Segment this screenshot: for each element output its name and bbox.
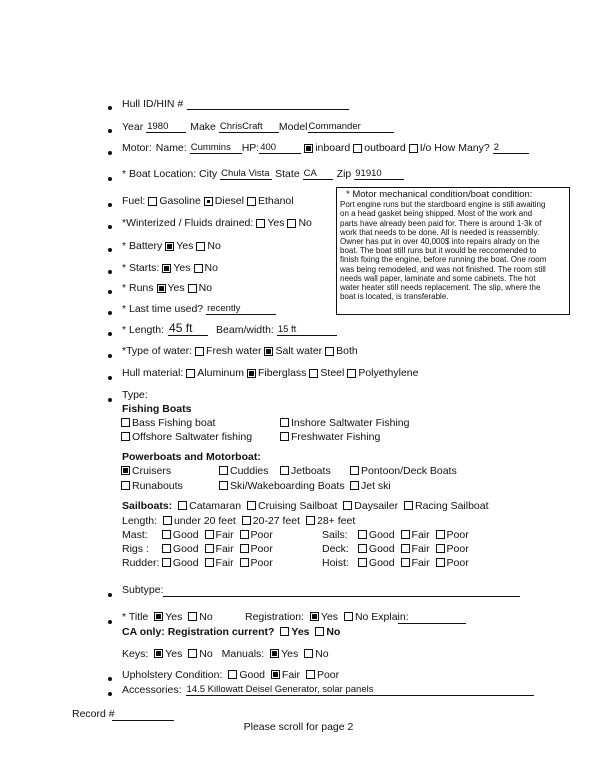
runs-no-label: No [198,282,213,294]
rigs-good-checkbox[interactable] [162,544,171,553]
good-label: Good [172,557,199,569]
bullet [108,106,112,110]
location-label: * Boat Location: City [122,168,218,180]
bullet [108,692,112,696]
fair-label: Fair [411,557,430,569]
fair-label: Fair [215,543,234,555]
last-used-label: * Last time used? [122,303,204,315]
hoist-good-checkbox[interactable] [358,558,367,567]
condition-notes-box[interactable] [336,187,570,315]
motor-label: Motor: [122,142,152,154]
diesel-checkbox[interactable] [204,197,213,206]
ca-yes-checkbox[interactable] [280,627,289,636]
both-water-checkbox[interactable] [325,347,334,356]
bullet [108,593,112,597]
winterized-yes-checkbox[interactable] [256,219,265,228]
upholstery-fair-label: Fair [281,669,301,681]
deck-poor-checkbox[interactable] [436,544,445,553]
rigs-row [122,543,273,555]
accessories-field[interactable]: 14.5 Killowatt Deisel Generator, solar panels [186,684,534,696]
water-label: *Type of water: [122,345,193,357]
zip-label: Zip [336,168,352,180]
aluminum-checkbox[interactable] [186,369,195,378]
title-row [122,611,213,623]
fuel-label: Fuel: [122,195,146,207]
title-no-label: No [199,611,213,623]
fair-label: Fair [215,557,234,569]
poor-label: Poor [446,543,469,555]
manuals-yes-checkbox[interactable] [270,649,279,658]
note-line: boat is located, is transferable. [340,292,449,302]
cruisers-label: Cruisers [132,465,172,477]
battery-yes-label: Yes [176,240,194,252]
inshore-label: Inshore Saltwater Fishing [291,417,410,429]
sail-length-row [122,515,355,527]
motor-row [122,142,529,154]
bullet [108,225,112,229]
battery-no-checkbox[interactable] [196,242,205,251]
offshore-option[interactable] [118,431,252,443]
sails-row [322,529,469,541]
cuddies-label: Cuddies [230,465,269,477]
hoist-label: Hoist: [322,557,349,569]
motor-name-field[interactable]: Cummins [190,142,242,154]
bullet [108,376,112,380]
28-plus-label: 28+ feet [317,515,356,527]
make-field[interactable]: ChrisCraft [219,121,279,133]
manuals-no-label: No [315,648,329,660]
fresh-water-checkbox[interactable] [195,347,204,356]
mast-label: Mast: [122,529,148,541]
title-yes-checkbox[interactable] [154,612,163,621]
note-line: parts have already been paid for. There is around 1-3k of [340,218,542,228]
make-label: Make [190,121,216,133]
keys-row [122,648,329,660]
note-line: on a head gasket being shipped. Most of the work and [340,209,533,219]
poor-label: Poor [250,557,273,569]
sailboats-heading: Sailboats: [122,500,173,512]
ca-registration-row [122,626,340,638]
title-yes-label: Yes [165,611,183,623]
location-row [122,168,404,180]
condition-notes-title: * Motor mechanical condition/boat condition: [346,189,533,200]
fair-label: Fair [215,529,234,541]
good-label: Good [368,557,395,569]
under-20-checkbox[interactable] [163,516,172,525]
ca-no-checkbox[interactable] [315,627,324,636]
starts-no-label: No [204,262,218,274]
poor-label: Poor [250,529,273,541]
type-label: Type: [122,389,148,401]
winterized-row [122,217,312,229]
bass-checkbox[interactable] [121,418,130,427]
20-27-label: 20-27 feet [252,515,301,527]
note-line: was being remodeled, and was not finished. The room still [340,264,546,274]
upholstery-poor-checkbox[interactable] [306,670,315,679]
ski-option[interactable] [216,480,345,492]
accessories-label: Accessories: [122,684,182,696]
hull-material-label: Hull material: [122,367,184,379]
steel-label: Steel [320,367,345,379]
io-checkbox[interactable] [409,144,418,153]
inboard-checkbox[interactable] [304,144,313,153]
length-field[interactable]: 45 ft [168,322,208,336]
winterized-no-label: No [298,217,312,229]
runs-no-checkbox[interactable] [188,284,197,293]
hull-material-row [122,367,418,379]
manuals-no-checkbox[interactable] [304,649,313,658]
inshore-checkbox[interactable] [280,418,289,427]
battery-row [122,240,221,252]
28-plus-checkbox[interactable] [306,516,315,525]
keys-no-label: No [199,648,213,660]
keys-yes-label: Yes [165,648,183,660]
title-label: * Title [122,611,149,623]
note-line: work that needs to be done. All is needed is reassembly. [340,227,540,237]
deck-row [322,543,469,555]
model-label: Model [278,121,308,133]
note-line: Owner has put in over 40,000$ into repairs alrady on the [340,237,540,247]
model-field[interactable]: Commander [308,121,394,133]
manuals-yes-label: Yes [281,648,299,660]
poor-label: Poor [446,557,469,569]
good-label: Good [172,529,199,541]
deck-label: Deck: [322,543,349,555]
subtype-label: Subtype: [122,584,164,596]
diesel-label: Diesel [214,195,244,207]
water-row [122,345,358,357]
salt-water-label: Salt water [275,345,323,357]
last-used-row [122,303,276,315]
fresh-water-label: Fresh water [206,345,262,357]
powerboats-heading: Powerboats and Motorboat: [122,451,261,463]
good-label: Good [172,543,199,555]
registration-yes-label: Yes [320,611,339,623]
both-water-label: Both [336,345,358,357]
hull-row [122,98,349,110]
daysailer-label: Daysailer [354,500,399,512]
cuddies-checkbox[interactable] [219,466,228,475]
jetboats-checkbox[interactable] [280,466,289,475]
mast-fair-checkbox[interactable] [205,530,214,539]
cruising-sailboat-checkbox[interactable] [247,501,256,510]
starts-yes-checkbox[interactable] [162,264,171,273]
io-label: I/o How Many? [419,142,490,154]
note-line: Port engine runs but the stardboard engine is still awaiting [340,200,546,210]
freshwater-option[interactable] [277,431,380,443]
upholstery-row [122,669,339,681]
cuddies-option[interactable] [216,465,269,477]
bullet [108,677,112,681]
jetski-label: Jet ski [361,480,391,492]
year-field[interactable]: 1980 [146,121,186,133]
good-label: Good [368,529,395,541]
starts-no-checkbox[interactable] [194,264,203,273]
hp-field[interactable]: 400 [259,142,301,154]
hp-label: HP: [241,142,260,154]
bullet [108,354,112,358]
mast-good-checkbox[interactable] [162,530,171,539]
zip-field[interactable]: 91910 [354,168,404,180]
starts-label: * Starts: [122,262,160,274]
catamaran-label: Catamaran [189,500,242,512]
inshore-option[interactable] [277,417,409,429]
bass-label: Bass Fishing boat [132,417,216,429]
ski-label: Ski/Wakeboarding Boats [230,480,345,492]
pontoon-label: Pontoon/Deck Boats [361,465,457,477]
cruising-sailboat-label: Cruising Sailboat [257,500,338,512]
registration-no-label: No Explain: [354,611,409,623]
note-line: water heater still needs replacement. The slip, where the [340,283,541,293]
rigs-poor-checkbox[interactable] [240,544,249,553]
manuals-label: Manuals: [221,648,265,660]
motor-count-field[interactable]: 2 [493,142,529,154]
upholstery-good-checkbox[interactable] [228,670,237,679]
jetski-option[interactable] [347,480,391,492]
cruisers-checkbox[interactable] [121,466,130,475]
salt-water-checkbox[interactable] [264,347,273,356]
sails-fair-checkbox[interactable] [401,530,410,539]
runs-row [122,282,212,294]
cruisers-option[interactable] [118,465,171,477]
bullet [108,203,112,207]
fiberglass-checkbox[interactable] [247,369,256,378]
winterized-yes-label: Yes [267,217,285,229]
hoist-poor-checkbox[interactable] [436,558,445,567]
outboard-checkbox[interactable] [353,144,362,153]
subtype-field[interactable] [163,596,520,597]
bullet [108,270,112,274]
registration-yes-checkbox[interactable] [310,612,319,621]
fair-label: Fair [411,529,430,541]
fair-label: Fair [411,543,430,555]
freshwater-label: Freshwater Fishing [291,431,381,443]
polyethylene-label: Polyethylene [358,367,419,379]
deck-good-checkbox[interactable] [358,544,367,553]
bullet [108,290,112,294]
winterized-no-checkbox[interactable] [287,219,296,228]
ca-registration-label: CA only: Registration current? [122,626,275,638]
runabouts-checkbox[interactable] [121,481,130,490]
polyethylene-checkbox[interactable] [347,369,356,378]
keys-yes-checkbox[interactable] [154,649,163,658]
pontoon-checkbox[interactable] [350,466,359,475]
poor-label: Poor [250,543,273,555]
bullet [108,332,112,336]
note-line: needs wall paper, laminate and some cabinets. The hot [340,273,536,283]
steel-checkbox[interactable] [309,369,318,378]
length-row [122,322,337,336]
registration-no-checkbox[interactable] [344,612,353,621]
gasoline-checkbox[interactable] [148,197,157,206]
registration-row [245,611,409,623]
bullet [108,129,112,133]
20-27-checkbox[interactable] [242,516,251,525]
jetski-checkbox[interactable] [350,481,359,490]
sail-length-label: Length: [122,515,158,527]
note-line: boat. The boat still runs but it would be reccomended to [340,246,537,256]
state-label: State [275,168,300,180]
year-row [122,121,394,133]
record-label: Record # [72,708,115,720]
upholstery-fair-checkbox[interactable] [271,670,280,679]
accessories-row [122,684,534,696]
good-label: Good [368,543,395,555]
ethanol-checkbox[interactable] [247,197,256,206]
deck-fair-checkbox[interactable] [401,544,410,553]
offshore-checkbox[interactable] [121,432,130,441]
city-field[interactable]: Chula Vista [220,168,272,180]
rigs-fair-checkbox[interactable] [205,544,214,553]
mast-poor-checkbox[interactable] [240,530,249,539]
year-label: Year [122,121,144,133]
upholstery-label: Upholstery Condition: [122,669,223,681]
ski-checkbox[interactable] [219,481,228,490]
rudder-label: Rudder: [122,557,160,569]
starts-row [122,262,218,274]
bass-option[interactable] [118,417,215,429]
registration-explain-field[interactable] [398,623,466,624]
sails-poor-checkbox[interactable] [436,530,445,539]
pontoon-option[interactable] [347,465,457,477]
bullet [108,177,112,181]
fuel-row [122,195,294,207]
daysailer-checkbox[interactable] [343,501,352,510]
hull-label: Hull ID/HIN # [122,98,184,110]
ethanol-label: Ethanol [257,195,294,207]
starts-yes-label: Yes [173,262,191,274]
battery-no-label: No [207,240,221,252]
outboard-label: outboard [364,142,406,154]
keys-label: Keys: [122,648,149,660]
sails-good-checkbox[interactable] [358,530,367,539]
footer-note: Please scroll for page 2 [243,721,354,733]
battery-yes-checkbox[interactable] [165,242,174,251]
bullet [108,248,112,252]
fishing-heading: Fishing Boats [122,403,192,415]
last-used-field[interactable]: recently [206,303,276,315]
runabouts-option[interactable] [118,480,183,492]
freshwater-checkbox[interactable] [280,432,289,441]
registration-label: Registration: [245,611,304,623]
mast-row [122,529,273,541]
ca-yes-label: Yes [291,626,310,638]
gasoline-label: Gasoline [159,195,201,207]
motor-name-label: Name: [155,142,187,154]
keys-no-checkbox[interactable] [188,649,197,658]
rigs-label: Rigs : [122,543,149,555]
upholstery-poor-label: Poor [316,669,340,681]
bullet [108,311,112,315]
inboard-label: inboard [315,142,351,154]
beam-field[interactable]: 15 ft [277,324,337,336]
note-line: finish fixing the engine, before running the boat. One room [340,255,547,265]
racing-sailboat-checkbox[interactable] [404,501,413,510]
bullet [108,620,112,624]
jetboats-label: Jetboats [291,465,331,477]
catamaran-checkbox[interactable] [178,501,187,510]
beam-label: Beam/width: [216,324,274,336]
ca-no-label: No [326,626,341,638]
aluminum-label: Aluminum [197,367,244,379]
runabouts-label: Runabouts [132,480,183,492]
under-20-label: under 20 feet [173,515,236,527]
sailboats-row [122,500,489,512]
winterized-label: *Winterized / Fluids drained: [122,217,254,229]
hull-field[interactable] [187,98,349,110]
runs-yes-label: Yes [167,282,185,294]
rudder-fair-checkbox[interactable] [205,558,214,567]
offshore-label: Offshore Saltwater fishing [132,431,253,443]
battery-label: * Battery [122,240,163,252]
jetboats-option[interactable] [277,465,331,477]
runs-yes-checkbox[interactable] [157,284,166,293]
poor-label: Poor [446,529,469,541]
runs-label: * Runs [122,282,154,294]
rudder-poor-checkbox[interactable] [240,558,249,567]
rudder-good-checkbox[interactable] [162,558,171,567]
title-no-checkbox[interactable] [188,612,197,621]
bullet [108,398,112,402]
fiberglass-label: Fiberglass [257,367,307,379]
rudder-row [122,557,273,569]
hoist-row [322,557,469,569]
sails-label: Sails: [322,529,348,541]
bullet [108,151,112,155]
state-field[interactable]: CA [303,168,333,180]
upholstery-good-label: Good [239,669,265,681]
racing-sailboat-label: Racing Sailboat [414,500,489,512]
length-label: * Length: [122,324,165,336]
hoist-fair-checkbox[interactable] [401,558,410,567]
